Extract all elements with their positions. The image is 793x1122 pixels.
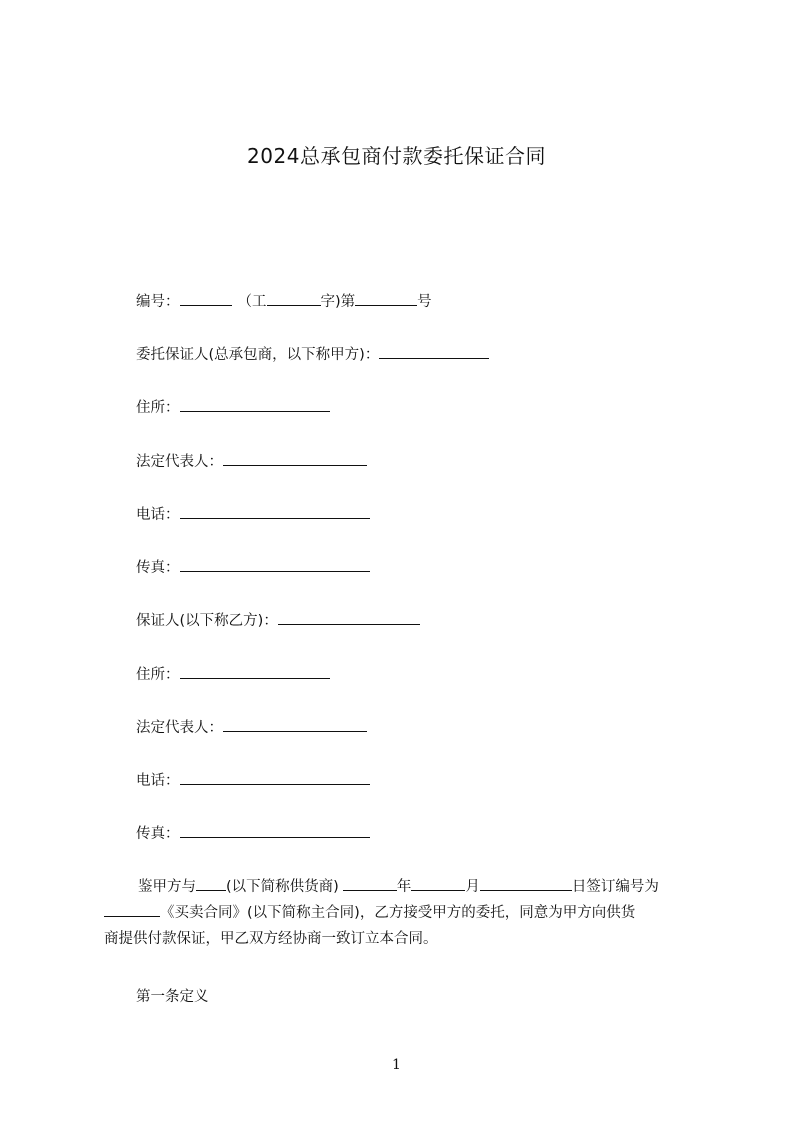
party-a-rep-blank[interactable]: [223, 451, 367, 466]
page-number: 1: [392, 1057, 401, 1073]
preamble-text-1: 鉴甲方与: [138, 879, 196, 895]
contract-number-blank-3[interactable]: [355, 291, 417, 306]
preamble-text-7: 商提供付款保证，甲乙双方经协商一致订立本合同。: [104, 931, 438, 947]
party-b-label: 保证人(以下称乙方)：: [136, 613, 278, 629]
party-b-fax-blank[interactable]: [180, 823, 370, 838]
party-b-line: [136, 610, 420, 631]
party-a-phone-blank[interactable]: [180, 504, 370, 519]
contract-number-line: [136, 291, 432, 312]
supplier-blank[interactable]: [196, 876, 226, 891]
month-blank[interactable]: [411, 876, 465, 891]
party-b-rep-blank[interactable]: [223, 717, 367, 732]
section-heading: 第一条定义: [136, 989, 209, 1005]
preamble-paragraph: [104, 874, 706, 952]
preamble-year: 年: [396, 879, 412, 895]
party-a-fax-blank[interactable]: [180, 557, 370, 572]
party-b-blank[interactable]: [278, 610, 420, 625]
party-b-fax-line: [136, 823, 370, 844]
preamble-text-2: (以下简称供货商): [226, 879, 339, 895]
contract-number-blank-2[interactable]: [267, 291, 321, 306]
party-a-address-label: 住所：: [136, 400, 180, 416]
party-b-address-blank[interactable]: [180, 664, 330, 679]
party-b-phone-line: [136, 770, 370, 791]
contract-code-blank[interactable]: [104, 902, 160, 917]
preamble-line-1: [104, 874, 706, 900]
contract-number-label: 编号：: [136, 294, 180, 310]
party-a-address-line: [136, 397, 330, 418]
party-b-rep-label: 法定代表人：: [136, 720, 223, 736]
preamble-line-2: [104, 900, 706, 926]
party-b-address-label: 住所：: [136, 667, 180, 683]
party-a-phone-line: [136, 504, 370, 525]
party-a-address-blank[interactable]: [180, 397, 330, 412]
contract-number-suffix: 号: [417, 294, 432, 310]
preamble-month: 月: [465, 879, 480, 895]
party-b-address-line: [136, 664, 330, 685]
party-a-phone-label: 电话：: [136, 507, 180, 523]
preamble-line-3: [104, 926, 706, 952]
party-b-phone-label: 电话：: [136, 773, 180, 789]
contract-number-char: 字)第: [320, 294, 356, 310]
party-a-fax-line: [136, 557, 370, 578]
preamble-text-5: 日签订编号为: [571, 879, 659, 895]
preamble-text-6: 《买卖合同》(以下简称主合同)，乙方接受甲方的委托，同意为甲方向供货: [160, 905, 636, 921]
party-a-blank[interactable]: [379, 344, 489, 359]
party-a-rep-line: [136, 451, 367, 472]
party-b-phone-blank[interactable]: [180, 770, 370, 785]
party-a-rep-label: 法定代表人：: [136, 454, 223, 470]
day-blank[interactable]: [480, 876, 572, 891]
party-a-fax-label: 传真：: [136, 560, 180, 576]
contract-number-blank[interactable]: [180, 291, 232, 306]
document-title: 2024总承包商付款委托保证合同: [247, 144, 546, 168]
year-blank[interactable]: [343, 876, 397, 891]
contract-number-paren: （工: [237, 294, 267, 310]
party-b-rep-line: [136, 717, 367, 738]
party-a-line: [136, 344, 489, 365]
party-a-label: 委托保证人(总承包商，以下称甲方)：: [136, 347, 380, 363]
party-b-fax-label: 传真：: [136, 826, 180, 842]
